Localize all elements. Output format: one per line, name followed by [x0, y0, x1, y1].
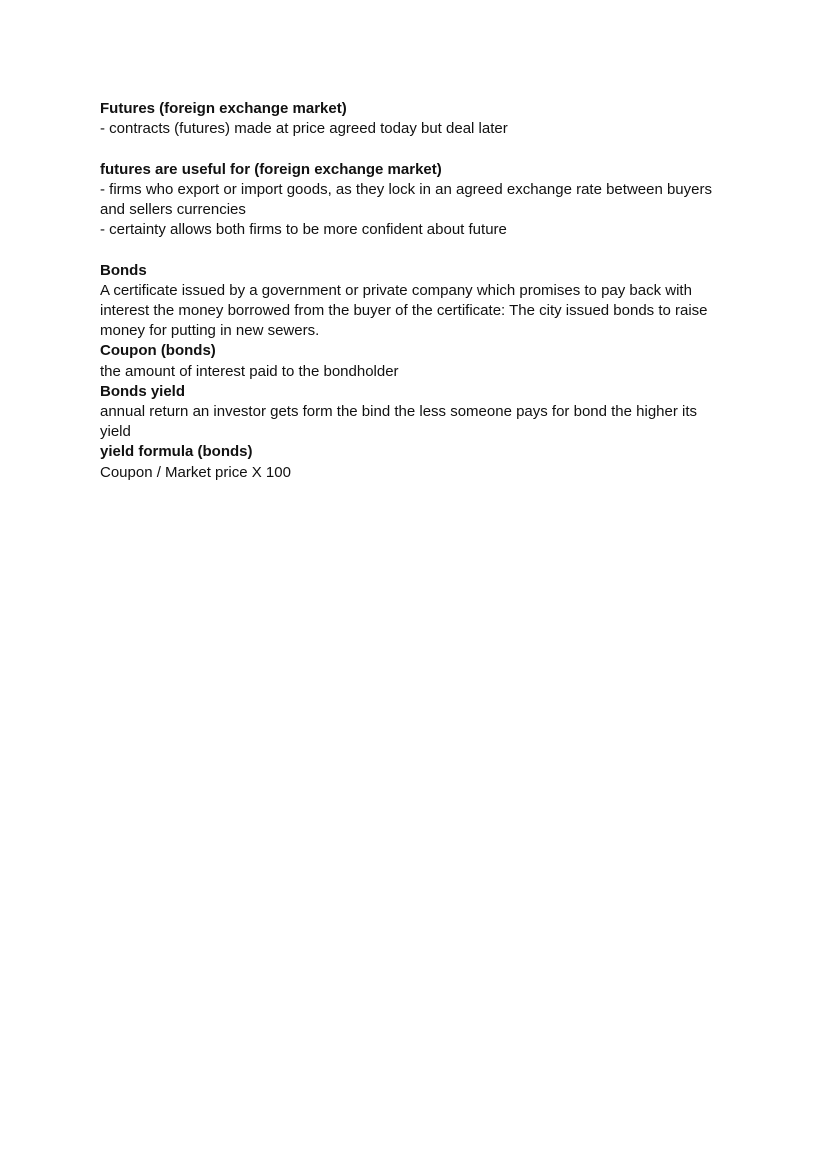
section-text-line: - certainty allows both firms to be more confident about future — [100, 221, 507, 239]
section-text-line: yield — [100, 423, 131, 441]
section-heading: Bonds — [100, 261, 147, 279]
document-page — [100, 99, 740, 483]
section-heading: Bonds yield — [100, 382, 186, 400]
section-text-line: the amount of interest paid to the bondholder — [100, 362, 399, 380]
section-text-line: and sellers currencies — [100, 201, 246, 218]
paragraph-gap — [100, 139, 740, 159]
section-bonds-yield — [100, 382, 740, 443]
section-futures-useful — [100, 160, 740, 241]
section-heading: futures are useful for (foreign exchange market) — [100, 160, 442, 178]
section-heading: yield formula (bonds) — [100, 443, 253, 461]
section-coupon — [100, 341, 740, 381]
section-text-line: interest the money borrowed from the buyer of the certificate: The city issued bonds to raise — [100, 302, 708, 319]
section-text-line: A certificate issued by a government or private company which promises to pay back with — [100, 281, 692, 299]
section-text-line: Coupon / Market price X 100 — [100, 463, 291, 481]
section-text-line: - contracts (futures) made at price agreed today but deal later — [100, 120, 508, 138]
section-yield-formula — [100, 442, 740, 482]
section-heading: Futures (foreign exchange market) — [100, 100, 347, 117]
section-text-line: money for putting in new sewers. — [100, 322, 320, 340]
section-text-line: annual return an investor gets form the bind the less someone pays for bond the higher its — [100, 403, 698, 421]
section-bonds — [100, 261, 740, 342]
section-text-line: - firms who export or import goods, as they lock in an agreed exchange rate between buyers — [100, 180, 712, 198]
paragraph-gap — [100, 240, 740, 260]
section-futures — [100, 99, 740, 139]
section-heading: Coupon (bonds) — [100, 342, 216, 360]
